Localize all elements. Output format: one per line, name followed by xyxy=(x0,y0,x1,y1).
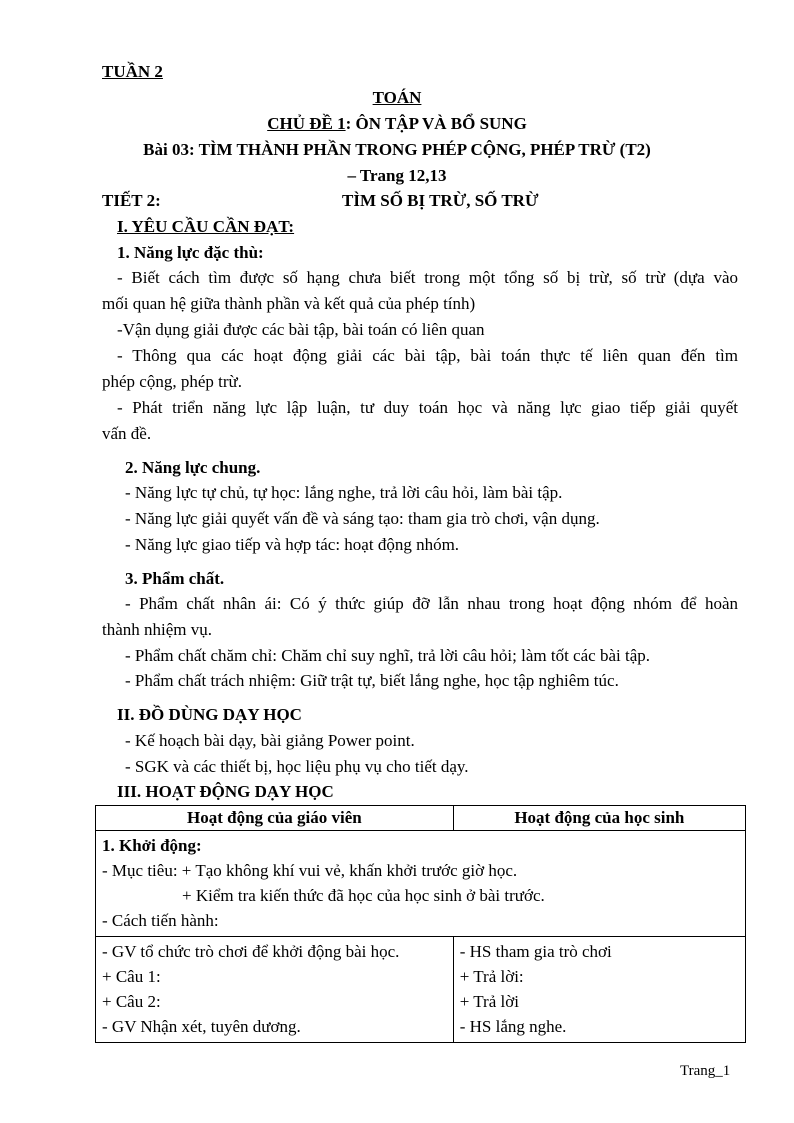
topic-title xyxy=(0,114,794,134)
warmup-activity-row xyxy=(96,937,746,1043)
student-activity-line: + Trả lời: xyxy=(459,967,524,986)
topic-label: CHỦ ĐỀ 1 xyxy=(267,114,346,133)
specific-p3-line1: - Thông qua các hoạt động giải các bài tập, bài toán thực tế liên quan đến tìm xyxy=(117,346,738,365)
qualities-p1-line2: thành nhiệm vụ. xyxy=(102,620,213,639)
equipment-item: - Kế hoạch bài dạy, bài giảng Power point. xyxy=(125,731,415,750)
student-activity-line: - HS tham gia trò chơi xyxy=(459,942,612,961)
teacher-activity-line: - GV tổ chức trò chơi để khởi động bài học. xyxy=(102,942,400,961)
teacher-column-header: Hoạt động của giáo viên xyxy=(96,806,454,831)
general-item: - Năng lực giao tiếp và hợp tác: hoạt động nhóm. xyxy=(125,535,460,554)
warmup-heading: 1. Khởi động: xyxy=(102,836,202,855)
page-number: Trang_1 xyxy=(680,1063,731,1079)
section-1-title: I. YÊU CẦU CẦN ĐẠT: xyxy=(117,217,295,236)
qualities-p2: - Phẩm chất chăm chỉ: Chăm chỉ suy nghĩ, trả lời câu hỏi; làm tốt các bài tập. xyxy=(125,646,650,665)
teacher-activity-cell xyxy=(96,937,454,1043)
lesson-title: Bài 03: TÌM THÀNH PHẦN TRONG PHÉP CỘNG, PHÉP TRỪ (T2) xyxy=(143,140,651,159)
specific-competence-heading: 1. Năng lực đặc thù: xyxy=(117,243,264,262)
student-column-header: Hoạt động của học sinh xyxy=(453,806,745,831)
qualities-heading: 3. Phẩm chất. xyxy=(125,569,225,588)
specific-p4-line2: vấn đề. xyxy=(102,424,152,443)
warmup-method: - Cách tiến hành: xyxy=(102,911,219,930)
specific-p1-line1: - Biết cách tìm được số hạng chưa biết trong một tổng số bị trừ, số trừ (dựa vào xyxy=(117,268,738,287)
warmup-goal-line1: - Mục tiêu: + Tạo không khí vui vẻ, khấn khởi trước giờ học. xyxy=(102,861,518,880)
specific-p1-line2: mối quan hệ giữa thành phần và kết quả của phép tính) xyxy=(102,294,476,313)
warmup-goal-line2: + Kiểm tra kiến thức đã học của học sinh ở bài trước. xyxy=(182,886,545,905)
qualities-p3: - Phẩm chất trách nhiệm: Giữ trật tự, biết lắng nghe, học tập nghiêm túc. xyxy=(125,671,619,690)
qualities-p1-line1: - Phẩm chất nhân ái: Có ý thức giúp đỡ lẫn nhau trong hoạt động nhóm để hoàn xyxy=(125,594,738,613)
warmup-row xyxy=(96,831,746,937)
topic-rest: : ÔN TẬP VÀ BỔ SUNG xyxy=(345,114,527,133)
table-header-row xyxy=(96,806,746,831)
student-activity-line: + Trả lời xyxy=(459,992,519,1011)
student-activity-cell xyxy=(453,937,745,1043)
teacher-activity-line: + Câu 2: xyxy=(102,992,161,1011)
section-3-title: III. HOẠT ĐỘNG DẠY HỌC xyxy=(117,782,334,801)
subject-title: TOÁN xyxy=(372,88,422,107)
equipment-item: - SGK và các thiết bị, học liệu phụ vụ cho tiết dạy. xyxy=(125,757,469,776)
week-label: TUẦN 2 xyxy=(102,62,163,81)
specific-p4-line1: - Phát triển năng lực lập luận, tư duy toán học và năng lực giao tiếp giải quyết xyxy=(117,398,738,417)
section-2-title: II. ĐỒ DÙNG DẠY HỌC xyxy=(117,705,302,724)
general-item: - Năng lực giải quyết vấn đề và sáng tạo: tham gia trò chơi, vận dụng. xyxy=(125,509,600,528)
specific-p2: -Vận dụng giải được các bài tập, bài toán có liên quan xyxy=(117,320,485,339)
activities-table xyxy=(95,805,746,1043)
period-title: TÌM SỐ BỊ TRỪ, SỐ TRỪ xyxy=(342,191,539,210)
page-reference: – Trang 12,13 xyxy=(347,166,447,185)
period-label: TIẾT 2: xyxy=(102,191,161,210)
teacher-activity-line: + Câu 1: xyxy=(102,967,161,986)
teacher-activity-line: - GV Nhận xét, tuyên dương. xyxy=(102,1017,301,1036)
student-activity-line: - HS lắng nghe. xyxy=(459,1017,567,1036)
warmup-cell xyxy=(96,831,746,937)
specific-p3-line2: phép cộng, phép trừ. xyxy=(102,372,242,391)
general-item: - Năng lực tự chủ, tự học: lắng nghe, trả lời câu hỏi, làm bài tập. xyxy=(125,483,563,502)
general-competence-heading: 2. Năng lực chung. xyxy=(125,458,261,477)
